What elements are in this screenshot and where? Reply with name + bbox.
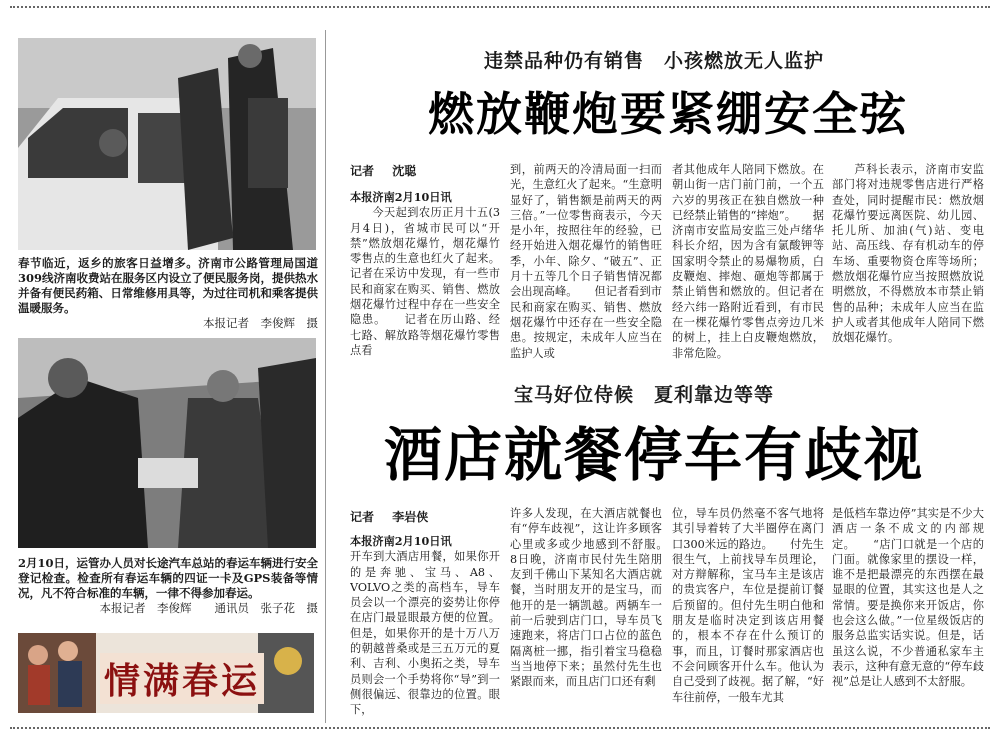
article2-column-1-text: 开车到大酒店用餐，如果你开的是奔驰、宝马、A8、VOLVO之类的高档车，导车员会以一个漂亮的姿势让你停在店门最显眼最方便的位置。但是，如果你开的是十万八万的朝越普桑或是三五万元的夏利、吉利、小奥拓之类，导车员则会一个手势将你“导”到一侧很偏远、很靠边的位置。眼下， (350, 550, 500, 717)
photo-bus-inspection (18, 338, 316, 548)
top-dotted-border (10, 6, 990, 8)
photo2-credit: 本报记者 李俊辉 通讯员 张子花 摄 (99, 601, 318, 615)
article1-byline (350, 162, 416, 179)
article1-byline-name: 沈聪 (392, 164, 417, 178)
article2-dateline: 本报济南2月10日讯 (350, 534, 452, 548)
article1-column-4 (832, 162, 984, 362)
article2-column-4 (832, 506, 984, 718)
article2-column-3-text: 位，导车员仍然毫不客气地将其引导着转了大半圈停在离门口300米远的路边。 付先生很生气，上前找导车员理论，对方辩解称，宝马车主是该店的贵宾客户，车位是提前订餐后预留的。但付先生明白他和朋友是临时决定到该店用餐的，根本不存在什么预订的事，而且，订餐时那家酒店也不会问顾客开什么车。他认为自己受到了歧视。据了解，“好车往前停，一般车尤其 (672, 507, 824, 704)
article1-dateline: 本报济南2月10日讯 (350, 190, 452, 204)
banner-qingman-chunyun (18, 633, 314, 713)
photo1-caption-text: 春节临近，返乡的旅客日益增多。济南市公路管理局国道309线济南收费站在服务区内设立了便民服务岗，提供热水并备有便民药箱、日常维修用具等，为过往司机和乘客提供温暖服务。 (18, 256, 319, 315)
article2-byline-label: 记者 (350, 510, 375, 524)
article2-column-1 (350, 534, 500, 718)
photo2-caption (18, 556, 318, 616)
article2-column-2-text: 许多人发现，在大酒店就餐也有“停车歧视”，这让许多顾客心里或多或少地感到不舒服。 8日晚，济南市民付先生陪朋友到千佛山下某知名大酒店就餐，当时朋友开的是宝马，而他开的是一辆凯越。两辆车一前一后驶到店门口，导车员飞速跑来，将店门口占位的蓝色隔离桩一挪，指引着宝马稳稳当当地停下来；虽然付先生也紧跟而来，而且店门口还有剩 (510, 507, 662, 689)
article1-column-4-text: 芦科长表示，济南市安监部门将对违规零售店进行严格查处，同时提醒市民：燃放烟花爆竹要远离医院、幼儿园、托儿所、加油(气)站、变电站、高压线、存有机动车的停车场、重要物资仓库等场所；燃放烟花爆竹应当按照燃放说明燃放，不得燃放本市禁止销售的品种；未成年人应当在监护人或者其他成年人陪同下燃放烟花爆竹。 (832, 163, 984, 345)
article2-byline (350, 508, 428, 525)
article2-headline: 酒店就餐停车有歧视 (384, 421, 925, 489)
article2-column-3 (672, 506, 824, 718)
article1-column-2 (510, 162, 662, 362)
article1-column-1-text: 今天起到农历正月十五(3月4日)，省城市民可以“开禁”燃放烟花爆竹，烟花爆竹零售点的生意也红火了起来。记者在采访中发现，有一些市民和商家在购买、销售、燃放烟花爆竹过程中存在一些安全隐患。 记者在历山路、经七路、解放路等烟花爆竹零售点看 (350, 206, 500, 357)
photo1-caption (18, 256, 318, 331)
photo2-caption-text: 2月10日，运管办人员对长途汽车总站的春运车辆进行安全登记检查。检查所有春运车辆的四证一卡及GPS装备等情况，凡不符合标准的车辆，一律不得参加春运。 (18, 556, 319, 600)
banner-title: 情满春运 (100, 653, 264, 704)
article2-column-4-text: 是低档车靠边停”其实是不少大酒店一条不成文的内部规定。 “店门口就是一个店的门面。就像家里的摆设一样，谁不是把最漂亮的东西摆在最显眼的位置，其实这也是人之常情。要是换你来开饭店，你也会这么做。”一位星级饭店的服务总监实话实说。但是，话虽这么说，不少普通私家车主表示，这种有意无意的“停车歧视”总是让人感到不太舒服。 (832, 507, 984, 689)
article2-subhead: 宝马好位侍候 夏利靠边等等 (514, 384, 775, 406)
article2-column-2 (510, 506, 662, 718)
photo1-credit: 本报记者 李俊辉 摄 (203, 316, 318, 330)
article1-column-3 (672, 162, 824, 362)
article1-subhead: 违禁品种仍有销售 小孩燃放无人监护 (484, 50, 825, 72)
article1-headline: 燃放鞭炮要紧绷安全弦 (428, 87, 908, 141)
article1-column-1 (350, 190, 500, 360)
bottom-dotted-border (10, 727, 990, 729)
photo-toll-station (18, 38, 316, 250)
article1-column-3-text: 者其他成年人陪同下燃放。在朝山街一店门前门前，一个五六岁的男孩正在独自燃放一种已经禁止销售的“摔炮”。 据济南市安监局安监三处卢绪华科长介绍，因为含有氯酸钾等国家明令禁止的易爆物质，白皮鞭炮、摔炮、砸炮等都属于禁止销售和燃放的。但记者在经六纬一路附近看到，有市民在一棵花爆竹零售点旁边几米的树上，挂上白皮鞭炮燃放，非常危险。 (672, 163, 824, 360)
article2-byline-name: 李岩侠 (392, 510, 429, 524)
article1-byline-label: 记者 (350, 164, 375, 178)
article1-column-2-text: 到，前两天的冷清局面一扫而光，生意红火了起来。“生意明显好了，销售额是前两天的两三倍。”一位零售商表示，今天是小年，按照往年的经验，已经开始进入烟花爆竹的销售旺季，小年、除夕、“破五”、正月十五等几个日子销售情况都会出现高峰。 但记者看到市民和商家在购买、销售、燃放烟花爆竹中还存在一些安全隐患。按规定，未成年人应当在监护人或 (510, 163, 662, 360)
column-divider (325, 30, 326, 723)
